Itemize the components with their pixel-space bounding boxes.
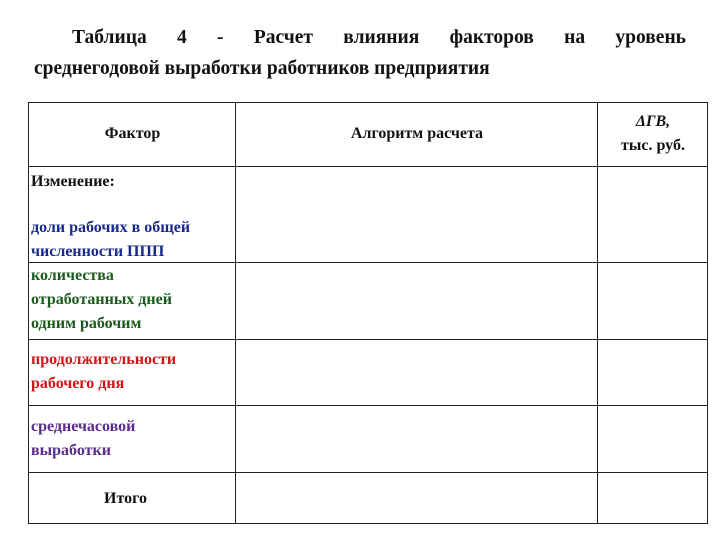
row-workday-length <box>31 348 235 396</box>
row-days-worked-line-2: отработанных дней <box>31 291 172 308</box>
table-border-bottom <box>28 523 708 524</box>
table-border-right <box>707 102 708 524</box>
row-divider-3 <box>28 405 708 406</box>
table-title-line-2: среднегодовой выработки работников предприятия <box>34 58 490 79</box>
row-divider-4 <box>28 472 708 473</box>
table-border-top <box>28 102 708 103</box>
row-days-worked-line-1: количества <box>31 267 114 284</box>
table-title-line-1: Таблица 4 - Расчет влияния факторов на уровень <box>72 27 686 48</box>
row-total: Итого <box>104 490 147 507</box>
column-divider-1 <box>235 102 236 524</box>
row-divider-2 <box>28 339 708 340</box>
header-delta-line-1: ΔГВ, <box>635 113 671 130</box>
row-change-label: Изменение: <box>31 173 115 190</box>
table-border-left <box>28 102 29 524</box>
row-hourly-output-line-2: выработки <box>31 442 111 459</box>
row-workday-length-line-2: рабочего дня <box>31 375 125 392</box>
row-share-workers-line-1: доли рабочих в общей <box>31 219 191 236</box>
header-algorithm: Алгоритм расчета <box>350 125 484 142</box>
column-divider-2 <box>597 102 598 524</box>
header-factor: Фактор <box>104 125 161 142</box>
row-share-workers-line-2: численности ППП <box>31 243 165 260</box>
header-delta-line-2: тыс. руб. <box>621 137 685 154</box>
row-share-workers <box>31 216 235 264</box>
row-hourly-output <box>31 415 235 463</box>
row-hourly-output-line-1: среднечасовой <box>31 418 136 435</box>
row-days-worked-line-3: одним рабочим <box>31 315 142 332</box>
header-delta <box>599 110 707 158</box>
row-workday-length-line-1: продолжительности <box>31 351 177 368</box>
header-divider <box>28 166 708 167</box>
row-days-worked <box>31 264 235 336</box>
